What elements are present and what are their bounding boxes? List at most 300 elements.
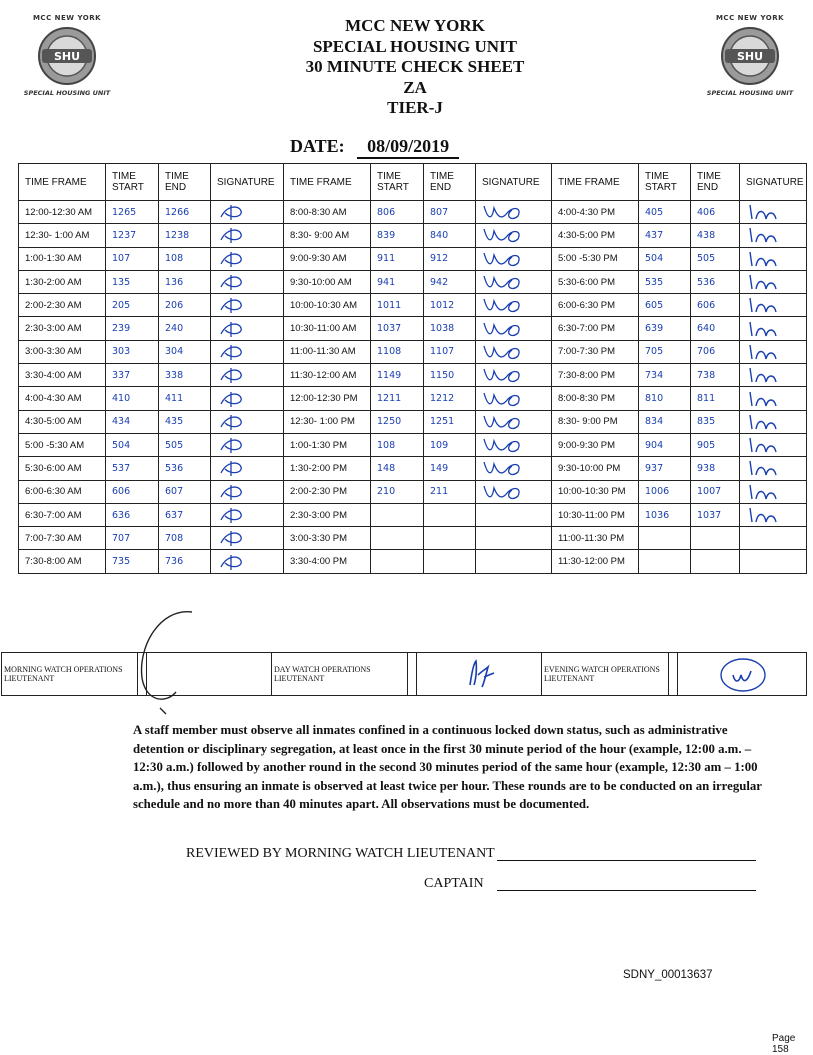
- date-line: [290, 136, 459, 159]
- initials-signature-icon: [746, 483, 780, 501]
- time-end-cell[interactable]: 240: [159, 317, 211, 340]
- time-end-cell[interactable]: 708: [159, 527, 211, 550]
- time-start-cell[interactable]: [371, 503, 424, 526]
- time-frame-cell: 8:30- 9:00 PM: [552, 410, 639, 433]
- time-end-cell[interactable]: 807: [424, 201, 476, 224]
- time-end-cell[interactable]: 1012: [424, 294, 476, 317]
- signature-cell[interactable]: [476, 433, 552, 456]
- time-end-cell[interactable]: 1212: [424, 387, 476, 410]
- logo-badge-text: SHU: [53, 50, 81, 63]
- time-start-cell[interactable]: 1108: [371, 340, 424, 363]
- day-lieutenant-signature[interactable]: [417, 653, 542, 696]
- time-start-cell[interactable]: 911: [371, 247, 424, 270]
- time-frame-cell: 6:30-7:00 AM: [19, 503, 106, 526]
- time-end-cell[interactable]: 149: [424, 457, 476, 480]
- time-start-cell[interactable]: 504: [639, 247, 691, 270]
- initials-signature-icon: [482, 202, 526, 222]
- signature-cell[interactable]: [740, 433, 807, 456]
- table-row: [19, 317, 807, 340]
- initials-signature-icon: [746, 273, 780, 291]
- initials-signature-icon: [217, 296, 247, 314]
- time-start-cell[interactable]: 1265: [106, 201, 159, 224]
- table-row: [19, 224, 807, 247]
- header-cell: TIME END: [424, 164, 476, 201]
- table-row: [19, 340, 807, 363]
- time-frame-cell: 6:00-6:30 PM: [552, 294, 639, 317]
- time-frame-cell: 5:00 -5:30 PM: [552, 247, 639, 270]
- time-start-cell[interactable]: 904: [639, 433, 691, 456]
- time-end-cell[interactable]: 606: [691, 294, 740, 317]
- time-end-cell[interactable]: 637: [159, 503, 211, 526]
- time-frame-cell: 5:00 -5:30 AM: [19, 433, 106, 456]
- initials-signature-icon: [217, 250, 247, 268]
- time-end-cell[interactable]: 1238: [159, 224, 211, 247]
- time-frame-cell: 1:30-2:00 PM: [284, 457, 371, 480]
- date-label: DATE:: [290, 136, 345, 156]
- time-end-cell[interactable]: 1266: [159, 201, 211, 224]
- time-frame-cell: 2:00-2:30 PM: [284, 480, 371, 503]
- signature-cell[interactable]: [476, 550, 552, 573]
- time-frame-cell: 11:30-12:00 AM: [284, 364, 371, 387]
- initials-signature-icon: [482, 225, 526, 245]
- time-start-cell[interactable]: 705: [639, 340, 691, 363]
- signature-cell[interactable]: [740, 270, 807, 293]
- initials-signature-icon: [217, 506, 247, 524]
- time-start-cell[interactable]: 405: [639, 201, 691, 224]
- signature-cell[interactable]: [476, 270, 552, 293]
- time-end-cell[interactable]: 1038: [424, 317, 476, 340]
- initials-signature-icon: [217, 226, 247, 244]
- day-lieutenant-label: DAY WATCH OPERATIONS LIEUTENANT: [272, 653, 408, 696]
- time-frame-cell: 11:00-11:30 PM: [552, 527, 639, 550]
- time-frame-cell: 6:30-7:00 PM: [552, 317, 639, 340]
- time-end-cell[interactable]: 438: [691, 224, 740, 247]
- initials-signature-icon: [482, 295, 526, 315]
- signature-cell[interactable]: [211, 527, 284, 550]
- table-row: [19, 527, 807, 550]
- time-start-cell[interactable]: 535: [639, 270, 691, 293]
- time-frame-cell: 5:30-6:00 AM: [19, 457, 106, 480]
- time-end-cell[interactable]: 840: [424, 224, 476, 247]
- initials-signature-icon: [482, 389, 526, 409]
- time-end-cell[interactable]: [424, 527, 476, 550]
- shu-badge-icon: [719, 25, 781, 87]
- signature-cell[interactable]: [211, 294, 284, 317]
- time-end-cell[interactable]: 1037: [691, 503, 740, 526]
- time-start-cell[interactable]: 1036: [639, 503, 691, 526]
- time-frame-cell: 8:00-8:30 PM: [552, 387, 639, 410]
- signature-cell[interactable]: [211, 340, 284, 363]
- time-end-cell[interactable]: 938: [691, 457, 740, 480]
- time-frame-cell: 2:30-3:00 PM: [284, 503, 371, 526]
- header-cell: SIGNATURE: [740, 164, 807, 201]
- time-frame-cell: 7:00-7:30 AM: [19, 527, 106, 550]
- reviewed-by-label: REVIEWED BY MORNING WATCH LIEUTENANT: [186, 846, 495, 861]
- time-start-cell[interactable]: 735: [106, 550, 159, 573]
- initials-signature-icon: [217, 343, 247, 361]
- initials-signature-icon: [217, 483, 247, 501]
- time-frame-cell: 11:30-12:00 PM: [552, 550, 639, 573]
- signature-cell[interactable]: [740, 247, 807, 270]
- header-cell: TIME FRAME: [284, 164, 371, 201]
- captain-label: CAPTAIN: [424, 876, 484, 891]
- time-frame-cell: 7:30-8:00 AM: [19, 550, 106, 573]
- time-start-cell[interactable]: 1211: [371, 387, 424, 410]
- time-frame-cell: 1:30-2:00 AM: [19, 270, 106, 293]
- initials-signature-icon: [482, 249, 526, 269]
- signature-cell[interactable]: [740, 364, 807, 387]
- time-start-cell[interactable]: 210: [371, 480, 424, 503]
- time-start-cell[interactable]: 806: [371, 201, 424, 224]
- signature-cell[interactable]: [211, 224, 284, 247]
- time-end-cell[interactable]: [691, 527, 740, 550]
- time-end-cell[interactable]: 108: [159, 247, 211, 270]
- initials-signature-icon: [746, 506, 780, 524]
- initials-signature-icon: [482, 458, 526, 478]
- time-end-cell[interactable]: 1107: [424, 340, 476, 363]
- time-end-cell[interactable]: 109: [424, 433, 476, 456]
- time-end-cell[interactable]: 304: [159, 340, 211, 363]
- logo-right: [705, 14, 795, 97]
- signature-cell[interactable]: [211, 201, 284, 224]
- time-start-cell[interactable]: 303: [106, 340, 159, 363]
- initials-signature-icon: [217, 366, 247, 384]
- signature-cell[interactable]: [740, 340, 807, 363]
- time-frame-cell: 4:30-5:00 AM: [19, 410, 106, 433]
- table-row: [19, 247, 807, 270]
- signature-cell[interactable]: [476, 247, 552, 270]
- initials-signature-icon: [482, 365, 526, 385]
- header-cell: TIME FRAME: [552, 164, 639, 201]
- header-cell: TIME START: [639, 164, 691, 201]
- initials-signature-icon: [217, 553, 247, 571]
- signature-cell[interactable]: [740, 387, 807, 410]
- time-end-cell[interactable]: 942: [424, 270, 476, 293]
- logo-left: [22, 14, 112, 97]
- initials-signature-icon: [482, 319, 526, 339]
- time-frame-cell: 9:00-9:30 PM: [552, 433, 639, 456]
- time-end-cell[interactable]: [424, 550, 476, 573]
- time-start-cell[interactable]: 1237: [106, 224, 159, 247]
- table-row: [19, 503, 807, 526]
- time-end-cell[interactable]: 211: [424, 480, 476, 503]
- time-frame-cell: 3:30-4:00 PM: [284, 550, 371, 573]
- initials-signature-icon: [217, 273, 247, 291]
- initials-signature-icon: [746, 343, 780, 361]
- time-end-cell[interactable]: 206: [159, 294, 211, 317]
- time-frame-cell: 3:00-3:30 PM: [284, 527, 371, 550]
- signature-cell[interactable]: [476, 201, 552, 224]
- signature-cell[interactable]: [211, 550, 284, 573]
- time-start-cell[interactable]: 337: [106, 364, 159, 387]
- time-start-cell[interactable]: 239: [106, 317, 159, 340]
- table-row: [19, 457, 807, 480]
- time-start-cell[interactable]: 437: [639, 224, 691, 247]
- time-end-cell[interactable]: 536: [159, 457, 211, 480]
- time-frame-cell: 12:00-12:30 PM: [284, 387, 371, 410]
- time-start-cell[interactable]: 636: [106, 503, 159, 526]
- evening-lieutenant-signature[interactable]: [678, 653, 807, 696]
- time-start-cell[interactable]: 135: [106, 270, 159, 293]
- time-frame-cell: 6:00-6:30 AM: [19, 480, 106, 503]
- table-row: [19, 364, 807, 387]
- signature-cell[interactable]: [476, 410, 552, 433]
- time-start-cell[interactable]: 1250: [371, 410, 424, 433]
- time-frame-cell: 8:30- 9:00 AM: [284, 224, 371, 247]
- signature-cell[interactable]: [476, 480, 552, 503]
- logo-top-text: MCC NEW YORK: [715, 14, 785, 22]
- date-value: 08/09/2019: [357, 136, 459, 159]
- time-end-cell[interactable]: 435: [159, 410, 211, 433]
- time-start-cell[interactable]: 707: [106, 527, 159, 550]
- time-frame-cell: 7:30-8:00 PM: [552, 364, 639, 387]
- header-cell: SIGNATURE: [211, 164, 284, 201]
- table-row: [19, 480, 807, 503]
- time-frame-cell: 10:00-10:30 AM: [284, 294, 371, 317]
- time-end-cell[interactable]: 1251: [424, 410, 476, 433]
- time-frame-cell: 10:30-11:00 AM: [284, 317, 371, 340]
- time-frame-cell: 10:00-10:30 PM: [552, 480, 639, 503]
- initials-signature-icon: [482, 482, 526, 502]
- time-start-cell[interactable]: 504: [106, 433, 159, 456]
- handwritten-signature-icon: [713, 653, 773, 693]
- time-end-cell[interactable]: 411: [159, 387, 211, 410]
- time-end-cell[interactable]: 406: [691, 201, 740, 224]
- time-end-cell[interactable]: 1007: [691, 480, 740, 503]
- signature-cell[interactable]: [211, 247, 284, 270]
- signature-cell[interactable]: [211, 433, 284, 456]
- time-start-cell[interactable]: 148: [371, 457, 424, 480]
- evening-lieutenant-gap: [669, 653, 678, 696]
- sheet-name: 30 MINUTE CHECK SHEET: [305, 57, 525, 76]
- signature-cell[interactable]: [740, 550, 807, 573]
- time-end-cell[interactable]: 505: [691, 247, 740, 270]
- tier-name: TIER-J: [387, 98, 443, 117]
- time-frame-cell: 7:00-7:30 PM: [552, 340, 639, 363]
- bates-number: SDNY_00013637: [623, 969, 713, 981]
- initials-signature-icon: [746, 226, 780, 244]
- time-start-cell[interactable]: 639: [639, 317, 691, 340]
- table-row: [19, 294, 807, 317]
- initials-signature-icon: [217, 413, 247, 431]
- time-end-cell[interactable]: 905: [691, 433, 740, 456]
- signature-cell[interactable]: [211, 387, 284, 410]
- morning-signature-loop-icon: [120, 606, 210, 718]
- signature-cell[interactable]: [476, 387, 552, 410]
- time-start-cell[interactable]: 834: [639, 410, 691, 433]
- signature-cell[interactable]: [740, 503, 807, 526]
- initials-signature-icon: [217, 390, 247, 408]
- initials-signature-icon: [217, 320, 247, 338]
- time-start-cell[interactable]: 537: [106, 457, 159, 480]
- signature-cell[interactable]: [211, 457, 284, 480]
- logo-bottom-text: SPECIAL HOUSING UNIT: [23, 89, 111, 97]
- signature-cell[interactable]: [476, 224, 552, 247]
- time-end-cell[interactable]: 640: [691, 317, 740, 340]
- time-start-cell[interactable]: 434: [106, 410, 159, 433]
- time-frame-cell: 2:00-2:30 AM: [19, 294, 106, 317]
- time-end-cell[interactable]: 912: [424, 247, 476, 270]
- time-start-cell[interactable]: [639, 527, 691, 550]
- signature-cell[interactable]: [476, 364, 552, 387]
- time-start-cell[interactable]: 1011: [371, 294, 424, 317]
- time-start-cell[interactable]: 606: [106, 480, 159, 503]
- signature-cell[interactable]: [740, 201, 807, 224]
- signature-cell[interactable]: [211, 503, 284, 526]
- signature-cell[interactable]: [740, 480, 807, 503]
- time-start-cell[interactable]: [371, 550, 424, 573]
- signature-cell[interactable]: [476, 503, 552, 526]
- captain-signature-line[interactable]: [497, 890, 756, 891]
- table-row: [19, 410, 807, 433]
- initials-signature-icon: [746, 366, 780, 384]
- signature-cell[interactable]: [476, 527, 552, 550]
- header-cell: TIME START: [106, 164, 159, 201]
- time-start-cell[interactable]: 1149: [371, 364, 424, 387]
- time-frame-cell: 4:30-5:00 PM: [552, 224, 639, 247]
- time-start-cell[interactable]: 1037: [371, 317, 424, 340]
- signature-cell[interactable]: [211, 480, 284, 503]
- time-end-cell[interactable]: 811: [691, 387, 740, 410]
- time-frame-cell: 3:00-3:30 AM: [19, 340, 106, 363]
- table-row: [19, 433, 807, 456]
- initials-signature-icon: [746, 459, 780, 477]
- signature-cell[interactable]: [476, 457, 552, 480]
- time-frame-cell: 12:30- 1:00 PM: [284, 410, 371, 433]
- time-frame-cell: 12:30- 1:00 AM: [19, 224, 106, 247]
- time-end-cell[interactable]: 136: [159, 270, 211, 293]
- time-frame-cell: 10:30-11:00 PM: [552, 503, 639, 526]
- signature-cell[interactable]: [740, 457, 807, 480]
- header-cell: TIME END: [691, 164, 740, 201]
- logo-bottom-text: SPECIAL HOUSING UNIT: [706, 89, 794, 97]
- day-lieutenant-gap: [408, 653, 417, 696]
- initials-signature-icon: [746, 203, 780, 221]
- shu-badge-icon: [36, 25, 98, 87]
- time-start-cell[interactable]: 810: [639, 387, 691, 410]
- time-end-cell[interactable]: 607: [159, 480, 211, 503]
- time-end-cell[interactable]: 736: [159, 550, 211, 573]
- logo-top-text: MCC NEW YORK: [32, 14, 102, 22]
- initials-signature-icon: [217, 203, 247, 221]
- time-frame-cell: 5:30-6:00 PM: [552, 270, 639, 293]
- check-table: [18, 163, 807, 574]
- time-end-cell[interactable]: 738: [691, 364, 740, 387]
- time-frame-cell: 1:00-1:30 AM: [19, 247, 106, 270]
- time-end-cell[interactable]: [691, 550, 740, 573]
- initials-signature-icon: [482, 435, 526, 455]
- signature-cell[interactable]: [211, 317, 284, 340]
- initials-signature-icon: [746, 296, 780, 314]
- time-start-cell[interactable]: 410: [106, 387, 159, 410]
- policy-notice: A staff member must observe all inmates confined in a continuous locked down status, such as administrative detention or disciplinary segregation, at least once in the first 30 minute period of the hour (example, 12:00 a.m. – 12:30 a.m.) followed by another round in the second 30 minutes period of the same hour (example, 12:30 am – 1:00 a.m.), thus ensuring an inmate is observed at least twice per hour. These rounds are to be conducted on an irregular schedule and no more than 40 minutes apart. All observations must be documented.: [133, 723, 762, 811]
- initials-signature-icon: [746, 436, 780, 454]
- morning-lieutenant-label: MORNING WATCH OPERATIONS LIEUTENANT: [2, 653, 138, 696]
- header-cell: TIME END: [159, 164, 211, 201]
- time-start-cell[interactable]: [639, 550, 691, 573]
- time-start-cell[interactable]: 605: [639, 294, 691, 317]
- initials-signature-icon: [482, 412, 526, 432]
- signature-cell[interactable]: [740, 410, 807, 433]
- signature-cell[interactable]: [211, 270, 284, 293]
- time-frame-cell: 3:30-4:00 AM: [19, 364, 106, 387]
- time-start-cell[interactable]: 734: [639, 364, 691, 387]
- time-start-cell[interactable]: 839: [371, 224, 424, 247]
- unit-name: SPECIAL HOUSING UNIT: [312, 36, 518, 56]
- time-start-cell[interactable]: 937: [639, 457, 691, 480]
- sheet-title: [250, 16, 580, 119]
- time-frame-cell: 4:00-4:30 AM: [19, 387, 106, 410]
- initials-signature-icon: [746, 390, 780, 408]
- initials-signature-icon: [217, 459, 247, 477]
- time-end-cell[interactable]: 1150: [424, 364, 476, 387]
- table-row: [19, 201, 807, 224]
- time-frame-cell: 9:30-10:00 AM: [284, 270, 371, 293]
- time-frame-cell: 9:00-9:30 AM: [284, 247, 371, 270]
- time-start-cell[interactable]: 941: [371, 270, 424, 293]
- time-start-cell[interactable]: 107: [106, 247, 159, 270]
- initials-signature-icon: [482, 272, 526, 292]
- initials-signature-icon: [746, 413, 780, 431]
- time-frame-cell: 4:00-4:30 PM: [552, 201, 639, 224]
- header-cell: TIME START: [371, 164, 424, 201]
- table-row: [19, 270, 807, 293]
- signature-cell[interactable]: [740, 224, 807, 247]
- handwritten-signature-icon: [460, 657, 500, 689]
- time-end-cell[interactable]: [424, 503, 476, 526]
- table-header-row: [19, 164, 807, 201]
- logo-badge-text: SHU: [736, 50, 764, 63]
- time-end-cell[interactable]: 338: [159, 364, 211, 387]
- time-frame-cell: 11:00-11:30 AM: [284, 340, 371, 363]
- header-cell: SIGNATURE: [476, 164, 552, 201]
- reviewed-by-signature-line[interactable]: [497, 860, 756, 861]
- signature-cell[interactable]: [740, 527, 807, 550]
- signature-cell[interactable]: [211, 364, 284, 387]
- time-end-cell[interactable]: 706: [691, 340, 740, 363]
- initials-signature-icon: [217, 529, 247, 547]
- time-start-cell[interactable]: 205: [106, 294, 159, 317]
- facility-name: MCC NEW YORK: [345, 16, 485, 35]
- initials-signature-icon: [746, 250, 780, 268]
- time-start-cell[interactable]: 108: [371, 433, 424, 456]
- time-frame-cell: 2:30-3:00 AM: [19, 317, 106, 340]
- signature-cell[interactable]: [740, 317, 807, 340]
- time-start-cell[interactable]: 1006: [639, 480, 691, 503]
- header-cell: TIME FRAME: [19, 164, 106, 201]
- signature-cell[interactable]: [476, 317, 552, 340]
- initials-signature-icon: [482, 342, 526, 362]
- signature-cell[interactable]: [740, 294, 807, 317]
- time-end-cell[interactable]: 835: [691, 410, 740, 433]
- time-frame-cell: 8:00-8:30 AM: [284, 201, 371, 224]
- signature-cell[interactable]: [476, 340, 552, 363]
- signature-cell[interactable]: [211, 410, 284, 433]
- time-start-cell[interactable]: [371, 527, 424, 550]
- initials-signature-icon: [217, 436, 247, 454]
- time-frame-cell: 9:30-10:00 PM: [552, 457, 639, 480]
- time-frame-cell: 12:00-12:30 AM: [19, 201, 106, 224]
- time-frame-cell: 1:00-1:30 PM: [284, 433, 371, 456]
- zone-name: ZA: [403, 77, 427, 97]
- initials-signature-icon: [746, 320, 780, 338]
- page-number: Page 158: [772, 1033, 796, 1055]
- time-end-cell[interactable]: 505: [159, 433, 211, 456]
- table-row: [19, 550, 807, 573]
- signature-cell[interactable]: [476, 294, 552, 317]
- time-end-cell[interactable]: 536: [691, 270, 740, 293]
- table-row: [19, 387, 807, 410]
